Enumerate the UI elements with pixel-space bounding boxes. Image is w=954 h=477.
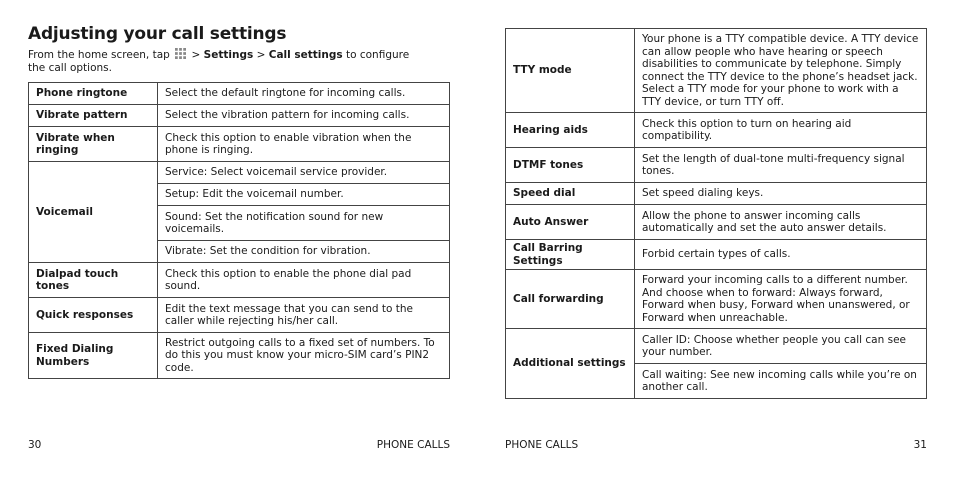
table-row bbox=[29, 298, 450, 333]
setting-description: Check this option to enable the phone dial pad sound. bbox=[158, 263, 450, 298]
table-row bbox=[506, 148, 927, 183]
setting-description: Edit the text message that you can send to the caller while rejecting his/her call. bbox=[158, 298, 450, 333]
apps-grid-icon bbox=[175, 48, 186, 59]
table-row bbox=[29, 127, 450, 162]
table-row bbox=[506, 113, 927, 148]
setting-description: Call waiting: See new incoming calls while you’re on another call. bbox=[635, 364, 927, 399]
setting-name: Vibrate when ringing bbox=[29, 127, 158, 162]
intro-text bbox=[28, 48, 428, 75]
table-row bbox=[506, 329, 927, 364]
setting-description: Set speed dialing keys. bbox=[635, 183, 927, 205]
left-page bbox=[28, 0, 450, 477]
section-label: PHONE CALLS bbox=[376, 439, 450, 451]
setting-name: DTMF tones bbox=[506, 148, 635, 183]
intro-prefix: From the home screen, tap bbox=[28, 49, 170, 61]
right-settings-table bbox=[505, 28, 927, 399]
table-row bbox=[506, 240, 927, 270]
setting-name: Phone ringtone bbox=[29, 83, 158, 105]
table-row bbox=[506, 183, 927, 205]
setting-description: Set the length of dual-tone multi-frequency signal tones. bbox=[635, 148, 927, 183]
left-settings-table bbox=[28, 82, 450, 379]
table-row bbox=[29, 162, 450, 184]
intro-suffix: to configure the call options. bbox=[28, 49, 410, 74]
setting-description: Forward your incoming calls to a different number. And choose when to forward: Always forward, Forward when busy, Forward when unanswered, or Forward when unreachable. bbox=[635, 270, 927, 329]
setting-description: Forbid certain types of calls. bbox=[635, 240, 927, 270]
setting-description: Your phone is a TTY compatible device. A TTY device can allow people who have hearing or speech disabilities to communicate by telephone. Simply connect the TTY device to the phone’s headset jack. Select a TTY mode for your phone to work with a TTY device, or turn TTY off. bbox=[635, 29, 927, 113]
table-row bbox=[506, 270, 927, 329]
setting-name: Quick responses bbox=[29, 298, 158, 333]
setting-name: Call forwarding bbox=[506, 270, 635, 329]
setting-name: Dialpad touch tones bbox=[29, 263, 158, 298]
table-row bbox=[506, 29, 927, 113]
section-label: PHONE CALLS bbox=[505, 439, 579, 451]
setting-name: Hearing aids bbox=[506, 113, 635, 148]
setting-description: Check this option to turn on hearing aid compatibility. bbox=[635, 113, 927, 148]
setting-description: Select the vibration pattern for incoming calls. bbox=[158, 105, 450, 127]
page-number: 30 bbox=[28, 439, 42, 451]
intro-settings: Settings bbox=[203, 49, 254, 61]
setting-name: Speed dial bbox=[506, 183, 635, 205]
page-title: Adjusting your call settings bbox=[28, 24, 287, 44]
table-row bbox=[29, 263, 450, 298]
setting-name: Call Barring Settings bbox=[506, 240, 635, 270]
setting-description: Select the default ringtone for incoming calls. bbox=[158, 83, 450, 105]
intro-sep: > bbox=[256, 49, 266, 61]
setting-description: Service: Select voicemail service provider. bbox=[158, 162, 450, 184]
intro-sep: > bbox=[191, 49, 201, 61]
setting-name: Additional settings bbox=[506, 329, 635, 399]
setting-name: Vibrate pattern bbox=[29, 105, 158, 127]
setting-description: Allow the phone to answer incoming calls automatically and set the auto answer details. bbox=[635, 205, 927, 240]
setting-description: Vibrate: Set the condition for vibration. bbox=[158, 241, 450, 263]
table-row bbox=[29, 83, 450, 105]
setting-name: TTY mode bbox=[506, 29, 635, 113]
setting-description: Check this option to enable vibration when the phone is ringing. bbox=[158, 127, 450, 162]
setting-name: Voicemail bbox=[29, 162, 158, 263]
setting-description: Setup: Edit the voicemail number. bbox=[158, 184, 450, 206]
setting-description: Sound: Set the notification sound for new voicemails. bbox=[158, 206, 450, 241]
table-row bbox=[29, 105, 450, 127]
setting-description: Restrict outgoing calls to a fixed set of numbers. To do this you must know your micro-SIM card’s PIN2 code. bbox=[158, 333, 450, 379]
table-row bbox=[506, 205, 927, 240]
table-row bbox=[29, 333, 450, 379]
setting-description: Caller ID: Choose whether people you call can see your number. bbox=[635, 329, 927, 364]
page-number: 31 bbox=[913, 439, 927, 451]
intro-call-settings: Call settings bbox=[268, 49, 343, 61]
setting-name: Auto Answer bbox=[506, 205, 635, 240]
setting-name: Fixed Dialing Numbers bbox=[29, 333, 158, 379]
right-page bbox=[505, 0, 927, 477]
